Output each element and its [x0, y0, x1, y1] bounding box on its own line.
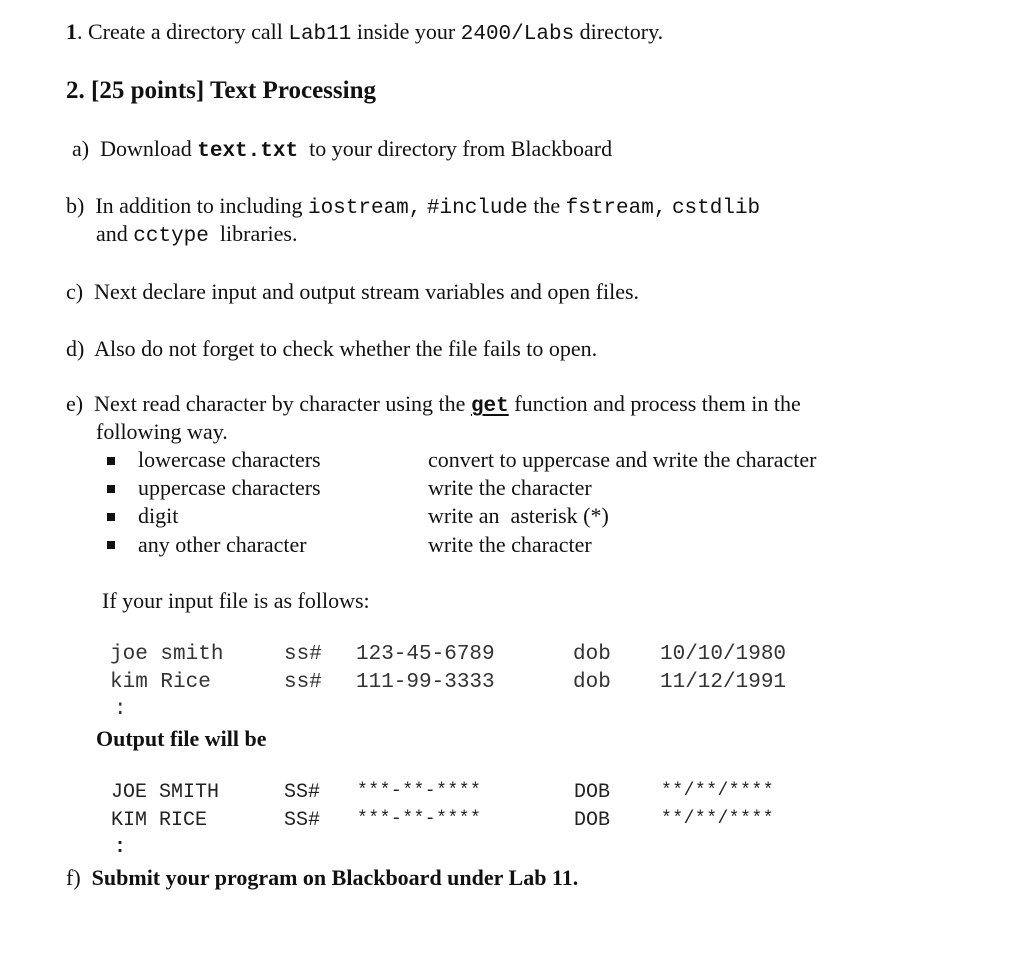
output-dob: DOB: [574, 781, 611, 804]
step-b-prefix: b) In addition to including: [66, 193, 308, 218]
section-heading-text-processing: 2. [25 points] Text Processing: [66, 77, 376, 104]
step-f-prefix: f): [66, 865, 81, 890]
item-1-code-labs-dir: 2400/Labs: [460, 23, 575, 46]
step-b-code-fstream: fstream,: [565, 197, 667, 220]
bullet-icon: [107, 513, 115, 521]
output-ss: SS#: [284, 781, 321, 804]
output-intro: Output file will be: [96, 726, 267, 751]
rule-condition: lowercase characters: [138, 447, 321, 472]
rule-condition: digit: [138, 503, 179, 528]
step-e-line-1: [66, 391, 801, 418]
input-ellipsis: :: [114, 698, 127, 721]
step-b-line2-prefix: and: [96, 221, 134, 246]
step-e-get-function: get: [470, 395, 509, 418]
step-b-line-2: [96, 221, 297, 248]
input-ss: ss#: [284, 643, 322, 666]
input-intro: If your input file is as follows:: [102, 588, 370, 613]
input-name: kim Rice: [110, 671, 211, 694]
step-b-code-cstdlib: cstdlib: [671, 197, 761, 220]
rule-action: write an asterisk (*): [428, 503, 609, 528]
step-e-suffix: function and process them in the: [508, 391, 801, 416]
output-number: ***-**-****: [357, 809, 482, 829]
input-dob: dob: [573, 671, 611, 694]
step-a: [72, 136, 612, 163]
step-f-text: Submit your program on Blackboard under Lab 11.: [91, 865, 579, 890]
step-d: d) Also do not forget to check whether the file fails to open.: [66, 336, 598, 361]
rule-action: write the character: [428, 475, 592, 500]
output-ellipsis: :: [114, 836, 127, 859]
step-f: [66, 865, 578, 891]
rule-action: write the character: [428, 532, 592, 557]
input-dob: dob: [573, 643, 611, 666]
step-a-suffix: to your directory from Blackboard: [298, 136, 613, 161]
item-1-line: [66, 19, 663, 46]
step-b-mid: the: [527, 193, 566, 218]
input-number: 111-99-3333: [356, 671, 495, 694]
step-c: c) Next declare input and output stream variables and open files.: [66, 279, 640, 304]
item-1-code-lab11: Lab11: [288, 23, 352, 46]
bullet-icon: [107, 541, 115, 549]
step-b-code-include: #include: [426, 197, 528, 220]
step-b-line-1: [66, 193, 760, 220]
item-1-text-a: . Create a directory call: [77, 19, 289, 44]
item-1-text-b: inside your: [351, 19, 461, 44]
output-ss: SS#: [284, 809, 321, 832]
output-date: **/**/****: [661, 809, 775, 829]
output-name: KIM RICE: [111, 809, 208, 832]
step-a-prefix: a) Download: [72, 136, 198, 161]
input-date: 11/12/1991: [660, 671, 787, 694]
rule-action: convert to uppercase and write the character: [428, 447, 817, 472]
output-dob: DOB: [574, 809, 611, 832]
output-number: ***-**-****: [357, 781, 482, 801]
step-a-filename: text.txt: [197, 140, 299, 163]
output-date: **/**/****: [661, 781, 775, 801]
input-ss: ss#: [284, 671, 322, 694]
input-name: joe smith: [110, 643, 224, 666]
step-e-line-2: following way.: [96, 419, 228, 444]
step-b-code-iostream: iostream,: [307, 197, 422, 220]
step-b-code-cctype: cctype: [133, 225, 209, 248]
rule-condition: any other character: [138, 532, 307, 557]
input-number: 123-45-6789: [356, 643, 495, 666]
step-e-prefix: e) Next read character by character using the: [66, 391, 471, 416]
item-1-text-c: directory.: [574, 19, 664, 44]
input-date: 10/10/1980: [660, 643, 787, 666]
rule-condition: uppercase characters: [138, 475, 321, 500]
bullet-icon: [107, 485, 115, 493]
item-1-number: 1: [66, 19, 77, 44]
step-b-line2-suffix: libraries.: [208, 221, 298, 246]
output-name: JOE SMITH: [111, 781, 220, 804]
bullet-icon: [107, 457, 115, 465]
